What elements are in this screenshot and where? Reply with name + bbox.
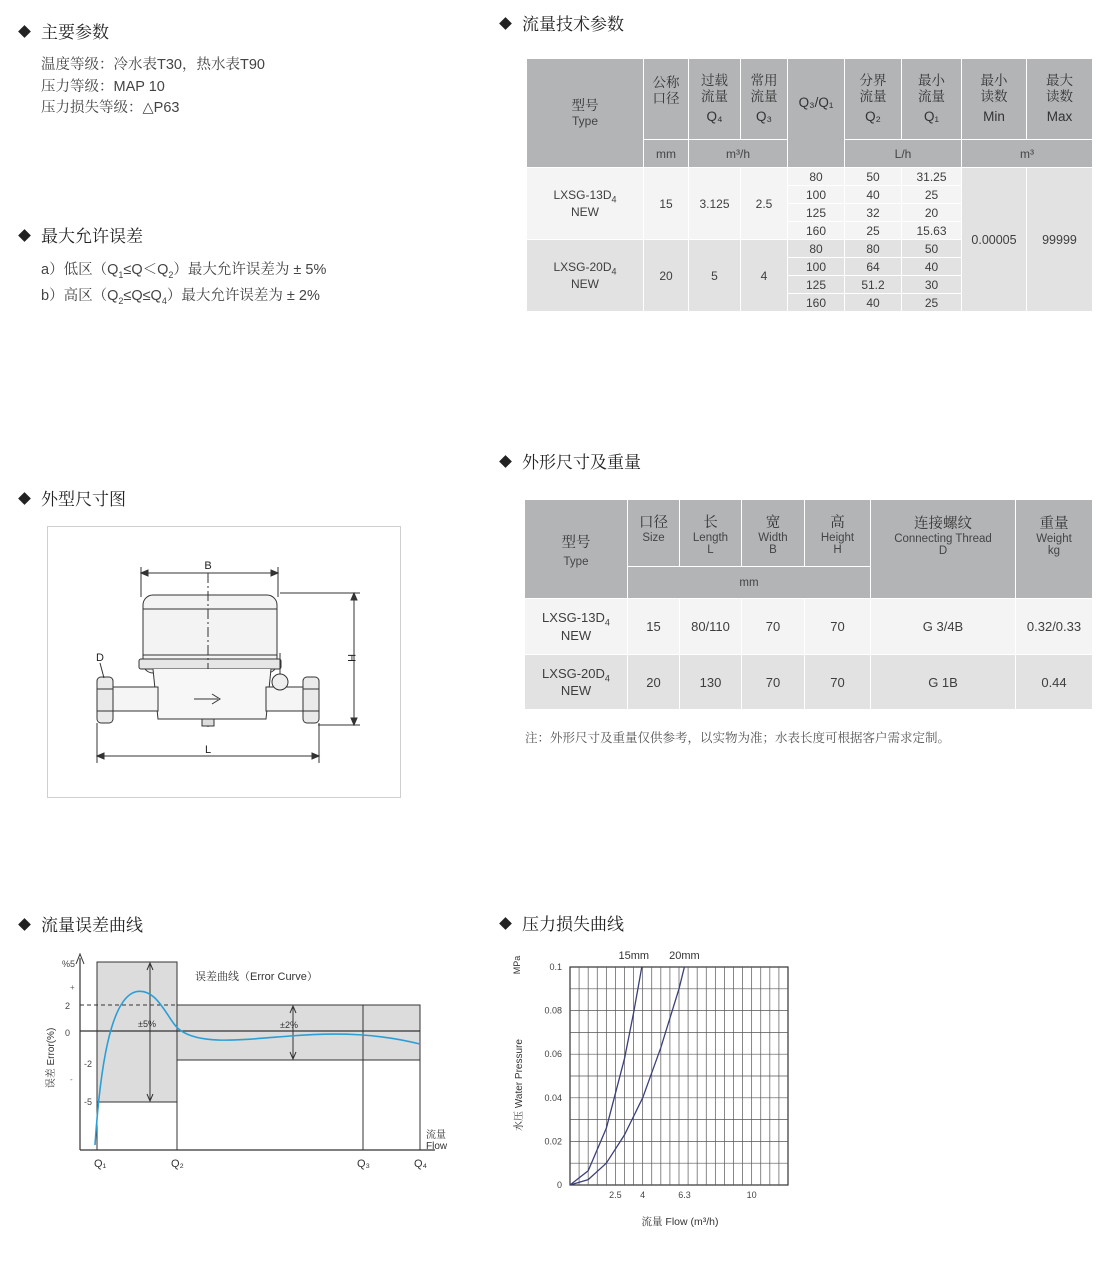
main-params-title: 主要参数 [20, 18, 109, 43]
max-error-title: 最大允许误差 [20, 222, 143, 247]
low-zone-band [97, 962, 177, 1102]
y-tick: 5 [70, 959, 76, 969]
x-tick: Q₃ [357, 1158, 371, 1170]
weight-cell: 0.32/0.33 [1016, 599, 1093, 655]
unit-m3h: m³/h [689, 140, 788, 168]
y-tick-label: 0.06 [544, 1049, 562, 1060]
error-high-zone: b）高区$(Q_2\le Q\le Q_4)$最大允许误差为 ± 2% [41, 288, 320, 306]
temperature-class: 温度等级：冷水表T30，热水表T90 [41, 57, 265, 73]
dimension-drawing-frame [47, 526, 401, 798]
col-q1: 最小 流量 Q₁ [902, 59, 962, 140]
dim-label-b: B [204, 560, 212, 572]
y-tick: 0 [64, 1028, 70, 1038]
dim-label-l: L [204, 744, 212, 756]
q3-13d: 2.5 [741, 168, 788, 240]
x-tick-label: 10 [746, 1190, 757, 1200]
thread-cell: G 3/4B [871, 599, 1016, 655]
unit-mm: mm [628, 567, 871, 599]
ratio-cell: 100 [788, 186, 845, 204]
q1-cell: 31.25 [902, 168, 962, 186]
width-cell: 70 [742, 655, 805, 710]
dimensions-note: 注：外形尺寸及重量仅供参考，以实物为准；水表长度可根据客户需求定制。 [525, 731, 951, 745]
dim-label-h: H [345, 654, 357, 662]
size-cell: 15 [628, 599, 680, 655]
pressure-loss-title: 压力损失曲线 [501, 910, 624, 935]
band-low-label: ±5% [138, 1019, 156, 1029]
q2-cell: 64 [845, 258, 902, 276]
col-type: 型号 Type [525, 500, 628, 599]
col-height: 高 Height H [805, 500, 871, 567]
q1-cell: 25 [902, 294, 962, 312]
x-axis-label: 流量 Flow (m³/h) [641, 1216, 719, 1228]
col-length: 长 Length L [680, 500, 742, 567]
q2-cell: 51.2 [845, 276, 902, 294]
col-thread: 连接螺纹 Connecting Thread D [871, 500, 1016, 599]
q2-cell: 32 [845, 204, 902, 222]
q2-cell: 50 [845, 168, 902, 186]
pressure-loss-class: 压力损失等级：△P63 [41, 100, 180, 116]
length-cell: 80/110 [680, 599, 742, 655]
y-tick-label: 0.04 [544, 1092, 562, 1103]
diamond-bullet-icon [499, 17, 512, 30]
y-unit: % [62, 959, 71, 969]
plus-sign: + [70, 983, 75, 992]
col-width: 宽 Width B [742, 500, 805, 567]
q2-cell: 80 [845, 240, 902, 258]
pressure-class: 压力等级：MAP 10 [41, 79, 165, 95]
x-tick: Q₄ [414, 1158, 428, 1170]
error-curve-title: 流量误差曲线 [20, 911, 143, 936]
min-reading: 0.00005 [962, 168, 1027, 312]
x-label-cn: 流量 [426, 1130, 446, 1141]
length-cell: 130 [680, 655, 742, 710]
diamond-bullet-icon [18, 229, 31, 242]
model-13d: LXSG-$13D_4$ NEW [527, 168, 644, 240]
diamond-bullet-icon [499, 455, 512, 468]
q2-cell: 25 [845, 222, 902, 240]
col-type: 型号 Type [527, 59, 644, 168]
y-tick: 2 [64, 1001, 70, 1011]
error-curve-chart [40, 950, 460, 1180]
diamond-bullet-icon [18, 918, 31, 931]
thread-cell: G 1B [871, 655, 1016, 710]
ratio-cell: 100 [788, 258, 845, 276]
unit-m3: m³ [962, 140, 1093, 168]
y-tick-label: 0 [556, 1180, 562, 1190]
y-tick-label: 0.08 [544, 1005, 562, 1016]
y-axis-label: 误差 Error(%) [46, 1027, 57, 1089]
ratio-cell: 80 [788, 168, 845, 186]
x-tick-label: 4 [640, 1190, 646, 1200]
model-20d: LXSG-$20D_4$ NEW [525, 655, 628, 710]
x-tick-label: 2.5 [609, 1190, 622, 1200]
col-min: 最小 读数 Min [962, 59, 1027, 140]
dim-label-d: D [96, 652, 104, 664]
ratio-cell: 80 [788, 240, 845, 258]
dimensions-title: 外形尺寸及重量 [501, 448, 641, 473]
y-tick: -2 [83, 1059, 92, 1069]
ratio-cell: 160 [788, 294, 845, 312]
q1-cell: 50 [902, 240, 962, 258]
dn-13d: 15 [644, 168, 689, 240]
q1-cell: 15.63 [902, 222, 962, 240]
size-cell: 20 [628, 655, 680, 710]
model-20d: LXSG-$20D_4$ NEW [527, 240, 644, 312]
col-q4: 过载 流量 Q₄ [689, 59, 741, 140]
x-label-en: Flow [426, 1141, 448, 1152]
water-meter-drawing [48, 527, 400, 797]
y-tick-label: 0.1 [549, 962, 562, 972]
error-low-zone: a）低区$(Q_1\le Q<Q_2)$最大允许误差为 ± 5% [41, 262, 327, 280]
q4-13d: 3.125 [689, 168, 741, 240]
q1-cell: 20 [902, 204, 962, 222]
q2-cell: 40 [845, 186, 902, 204]
diamond-bullet-icon [18, 25, 31, 38]
y-tick-label: 0.02 [544, 1136, 562, 1147]
ratio-cell: 125 [788, 204, 845, 222]
flow-params-table [526, 58, 1093, 312]
height-cell: 70 [805, 599, 871, 655]
series-label: 15mm [618, 950, 650, 962]
col-dn: 公称 口径 [644, 59, 689, 140]
minus-sign: - [70, 1075, 73, 1084]
chart-grid [570, 967, 788, 1185]
col-size: 口径 Size [628, 500, 680, 567]
band-high-label: ±2% [280, 1020, 298, 1030]
series-label: 20mm [669, 950, 700, 962]
height-cell: 70 [805, 655, 871, 710]
q4-20d: 5 [689, 240, 741, 312]
col-q3: 常用 流量 Q₃ [741, 59, 788, 140]
weight-cell: 0.44 [1016, 655, 1093, 710]
curve-label: 误差曲线（Error Curve） [195, 971, 318, 983]
x-tick: Q₁ [94, 1158, 107, 1170]
q3-20d: 4 [741, 240, 788, 312]
dn-20d: 20 [644, 240, 689, 312]
col-weight: 重量 Weight kg [1016, 500, 1093, 599]
model-13d: LXSG-$13D_4$ NEW [525, 599, 628, 655]
ratio-cell: 160 [788, 222, 845, 240]
y-unit-label: MPa [512, 955, 522, 975]
flow-params-title: 流量技术参数 [501, 10, 624, 35]
col-q2: 分界 流量 Q₂ [845, 59, 902, 140]
high-zone-band [177, 1005, 420, 1060]
dimension-drawing-title: 外型尺寸图 [20, 485, 126, 510]
diamond-bullet-icon [499, 917, 512, 930]
dimensions-table [524, 499, 1093, 710]
col-max: 最大 读数 Max [1027, 59, 1093, 140]
col-ratio: Q₃/Q₁ [788, 59, 845, 168]
q2-cell: 40 [845, 294, 902, 312]
q1-cell: 40 [902, 258, 962, 276]
width-cell: 70 [742, 599, 805, 655]
q1-cell: 30 [902, 276, 962, 294]
max-reading: 99999 [1027, 168, 1093, 312]
unit-mm: mm [644, 140, 689, 168]
pressure-loss-chart [510, 945, 800, 1235]
x-tick-label: 6.3 [678, 1190, 691, 1200]
diamond-bullet-icon [18, 492, 31, 505]
ratio-cell: 125 [788, 276, 845, 294]
unit-lh: L/h [845, 140, 962, 168]
y-tick: -5 [83, 1097, 92, 1107]
y-axis-label: 水压 Water Pressure [514, 1039, 525, 1131]
x-tick: Q₂ [171, 1158, 184, 1170]
q1-cell: 25 [902, 186, 962, 204]
